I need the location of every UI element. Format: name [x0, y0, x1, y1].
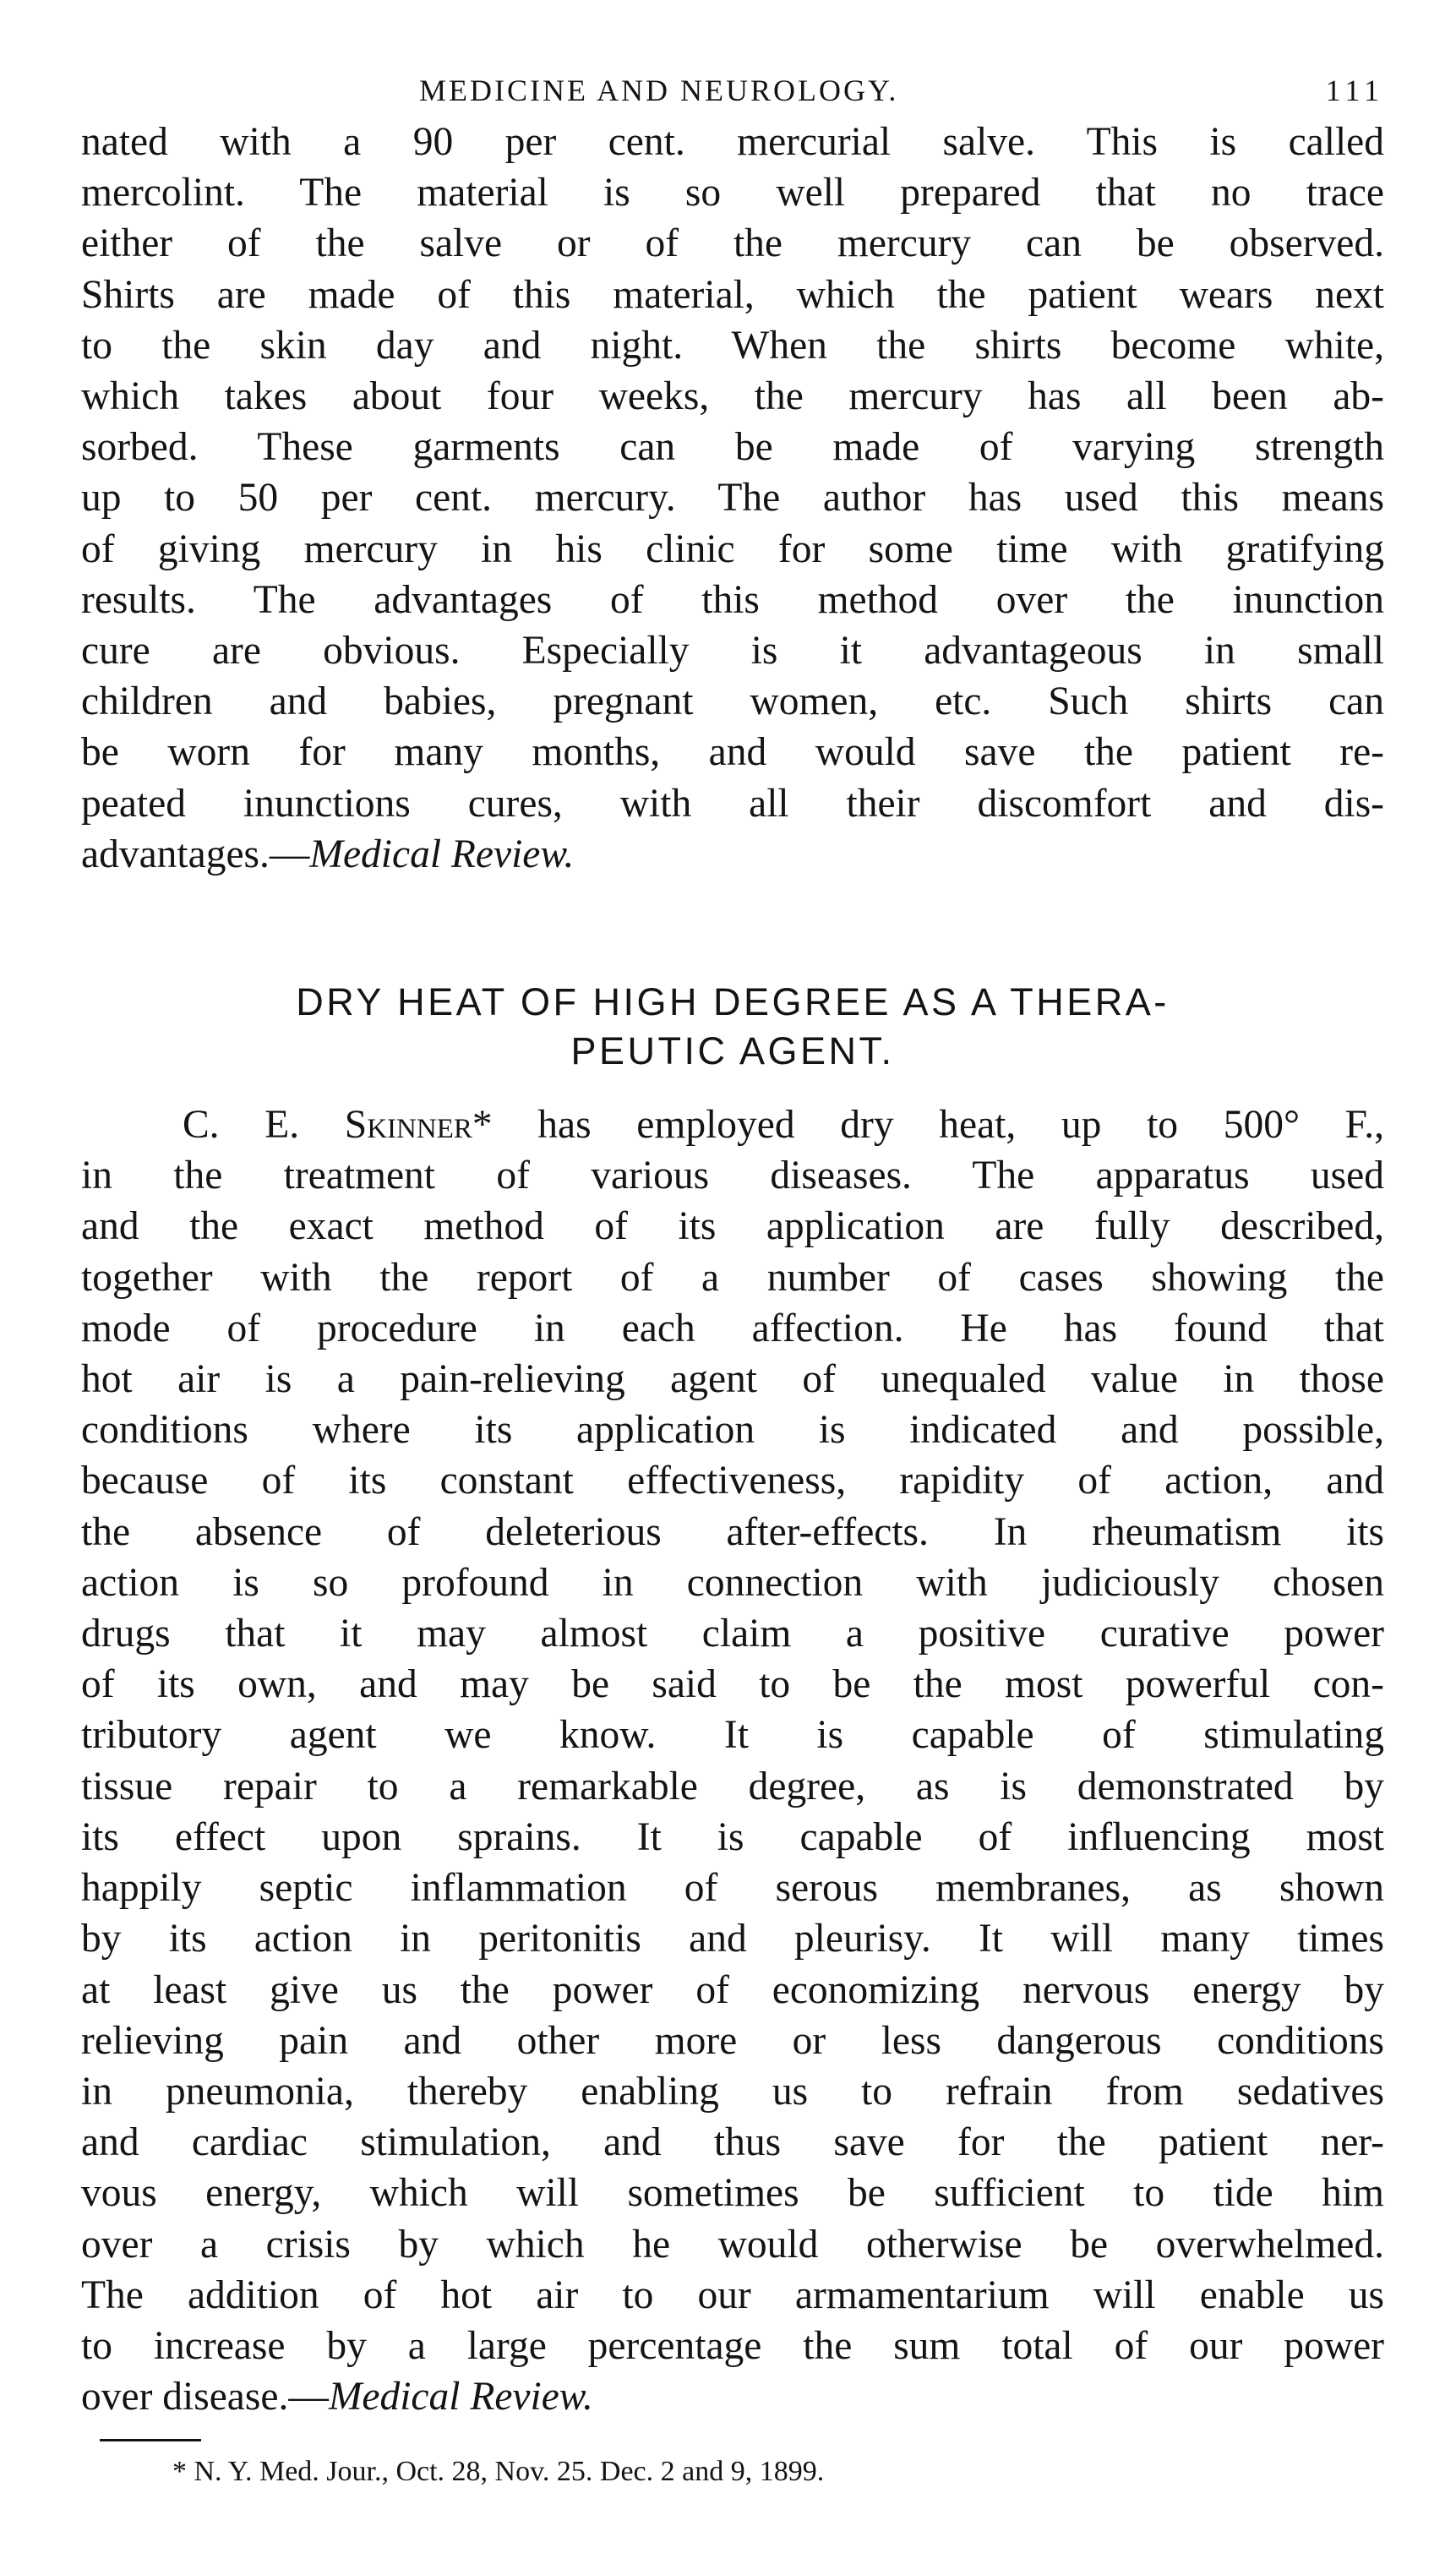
text-line-last	[81, 829, 1384, 880]
text-line-first	[81, 1099, 1384, 1150]
first-line-rest: has employed dry heat, up to 500° F.,	[492, 1103, 1384, 1148]
text-line: conditions where its application is indicated and possible,	[81, 1408, 1384, 1453]
footnote: * N. Y. Med. Jour., Oct. 28, Nov. 25. Dec. 2 and 9, 1899.	[172, 2456, 825, 2488]
text-line: be worn for many months, and would save the patient re-	[81, 730, 1384, 775]
author-name: C. E. Skinner	[183, 1103, 472, 1148]
text-line: relieving pain and other more or less dangerous conditions	[81, 2018, 1384, 2063]
text-line: to the skin day and night. When the shirts become white,	[81, 323, 1384, 368]
text-line: action is so profound in connection with judiciously chosen	[81, 1560, 1384, 1605]
text-line: The addition of hot air to our armamentarium will enable us	[81, 2272, 1384, 2317]
text-line: peated inunctions cures, with all their discomfort and dis-	[81, 781, 1384, 826]
paragraph-mercolint	[81, 117, 1384, 880]
text-line: the absence of deleterious after-effects. In rheumatism its	[81, 1509, 1384, 1554]
text-line: of giving mercury in his clinic for some time with gratifying	[81, 526, 1384, 571]
text-line-last	[81, 2371, 1384, 2422]
text-line: by its action in peritonitis and pleurisy. It will many times	[81, 1917, 1384, 1961]
text-line: because of its constant effectiveness, rapidity of action, and	[81, 1459, 1384, 1503]
text-line: in the treatment of various diseases. The apparatus used	[81, 1154, 1384, 1198]
text-line: at least give us the power of economizing nervous energy by	[81, 1967, 1384, 2012]
text-line: tissue repair to a remarkable degree, as is demonstrated by	[81, 1764, 1384, 1808]
text-line: vous energy, which will sometimes be sufficient to tide him	[81, 2171, 1384, 2216]
text-line: results. The advantages of this method over the inunction	[81, 577, 1384, 622]
text-line: children and babies, pregnant women, etc. Such shirts can	[81, 679, 1384, 724]
last-line-text: over disease.—	[81, 2375, 329, 2419]
text-line: happily septic inflammation of serous membranes, as shown	[81, 1866, 1384, 1911]
text-line: mercolint. The material is so well prepared that no trace	[81, 171, 1384, 215]
text-line: its effect upon sprains. It is capable of influencing most	[81, 1814, 1384, 1859]
text-line: mode of procedure in each affection. He has found that	[81, 1306, 1384, 1350]
footnote-marker: *	[472, 1103, 493, 1148]
text-line: over a crisis by which he would otherwise be overwhelmed.	[81, 2222, 1384, 2267]
text-line: tributory agent we know. It is capable of stimulating	[81, 1713, 1384, 1758]
text-line: hot air is a pain-relieving agent of unequaled value in those	[81, 1357, 1384, 1402]
paragraph-dry-heat	[81, 1099, 1384, 2422]
section-title-line-2: PEUTIC AGENT.	[570, 1029, 895, 1073]
text-line: and cardiac stimulation, and thus save for the patient ner-	[81, 2120, 1384, 2165]
page-number: 111	[1325, 74, 1384, 107]
text-line: Shirts are made of this material, which the patient wears next	[81, 272, 1384, 317]
text-line: nated with a 90 per cent. mercurial salve. This is called	[81, 120, 1384, 164]
footnote-rule	[100, 2439, 201, 2441]
source-citation: Medical Review.	[309, 832, 575, 876]
text-line: up to 50 per cent. mercury. The author has used this means	[81, 476, 1384, 521]
running-head	[81, 66, 1384, 117]
text-line: of its own, and may be said to be the most powerful con-	[81, 1662, 1384, 1707]
section-title-line-1: DRY HEAT OF HIGH DEGREE AS A THERA-	[296, 980, 1170, 1024]
text-line: in pneumonia, thereby enabling us to refrain from sedatives	[81, 2069, 1384, 2114]
text-line: either of the salve or of the mercury can be observed.	[81, 221, 1384, 266]
last-line-text: advantages.—	[81, 832, 310, 876]
running-head-title: MEDICINE AND NEUROLOGY.	[419, 74, 899, 107]
source-citation: Medical Review.	[328, 2375, 593, 2419]
text-line: sorbed. These garments can be made of varying strength	[81, 425, 1384, 470]
text-line: together with the report of a number of cases showing the	[81, 1255, 1384, 1300]
book-page	[81, 66, 1384, 2490]
text-line: cure are obvious. Especially is it advantageous in small	[81, 629, 1384, 674]
text-line: drugs that it may almost claim a positive curative power	[81, 1612, 1384, 1656]
text-line: and the exact method of its application are fully described,	[81, 1204, 1384, 1249]
text-line: to increase by a large percentage the sum total of our power	[81, 2323, 1384, 2368]
section-title	[81, 978, 1384, 1076]
text-line: which takes about four weeks, the mercury has all been ab-	[81, 374, 1384, 419]
